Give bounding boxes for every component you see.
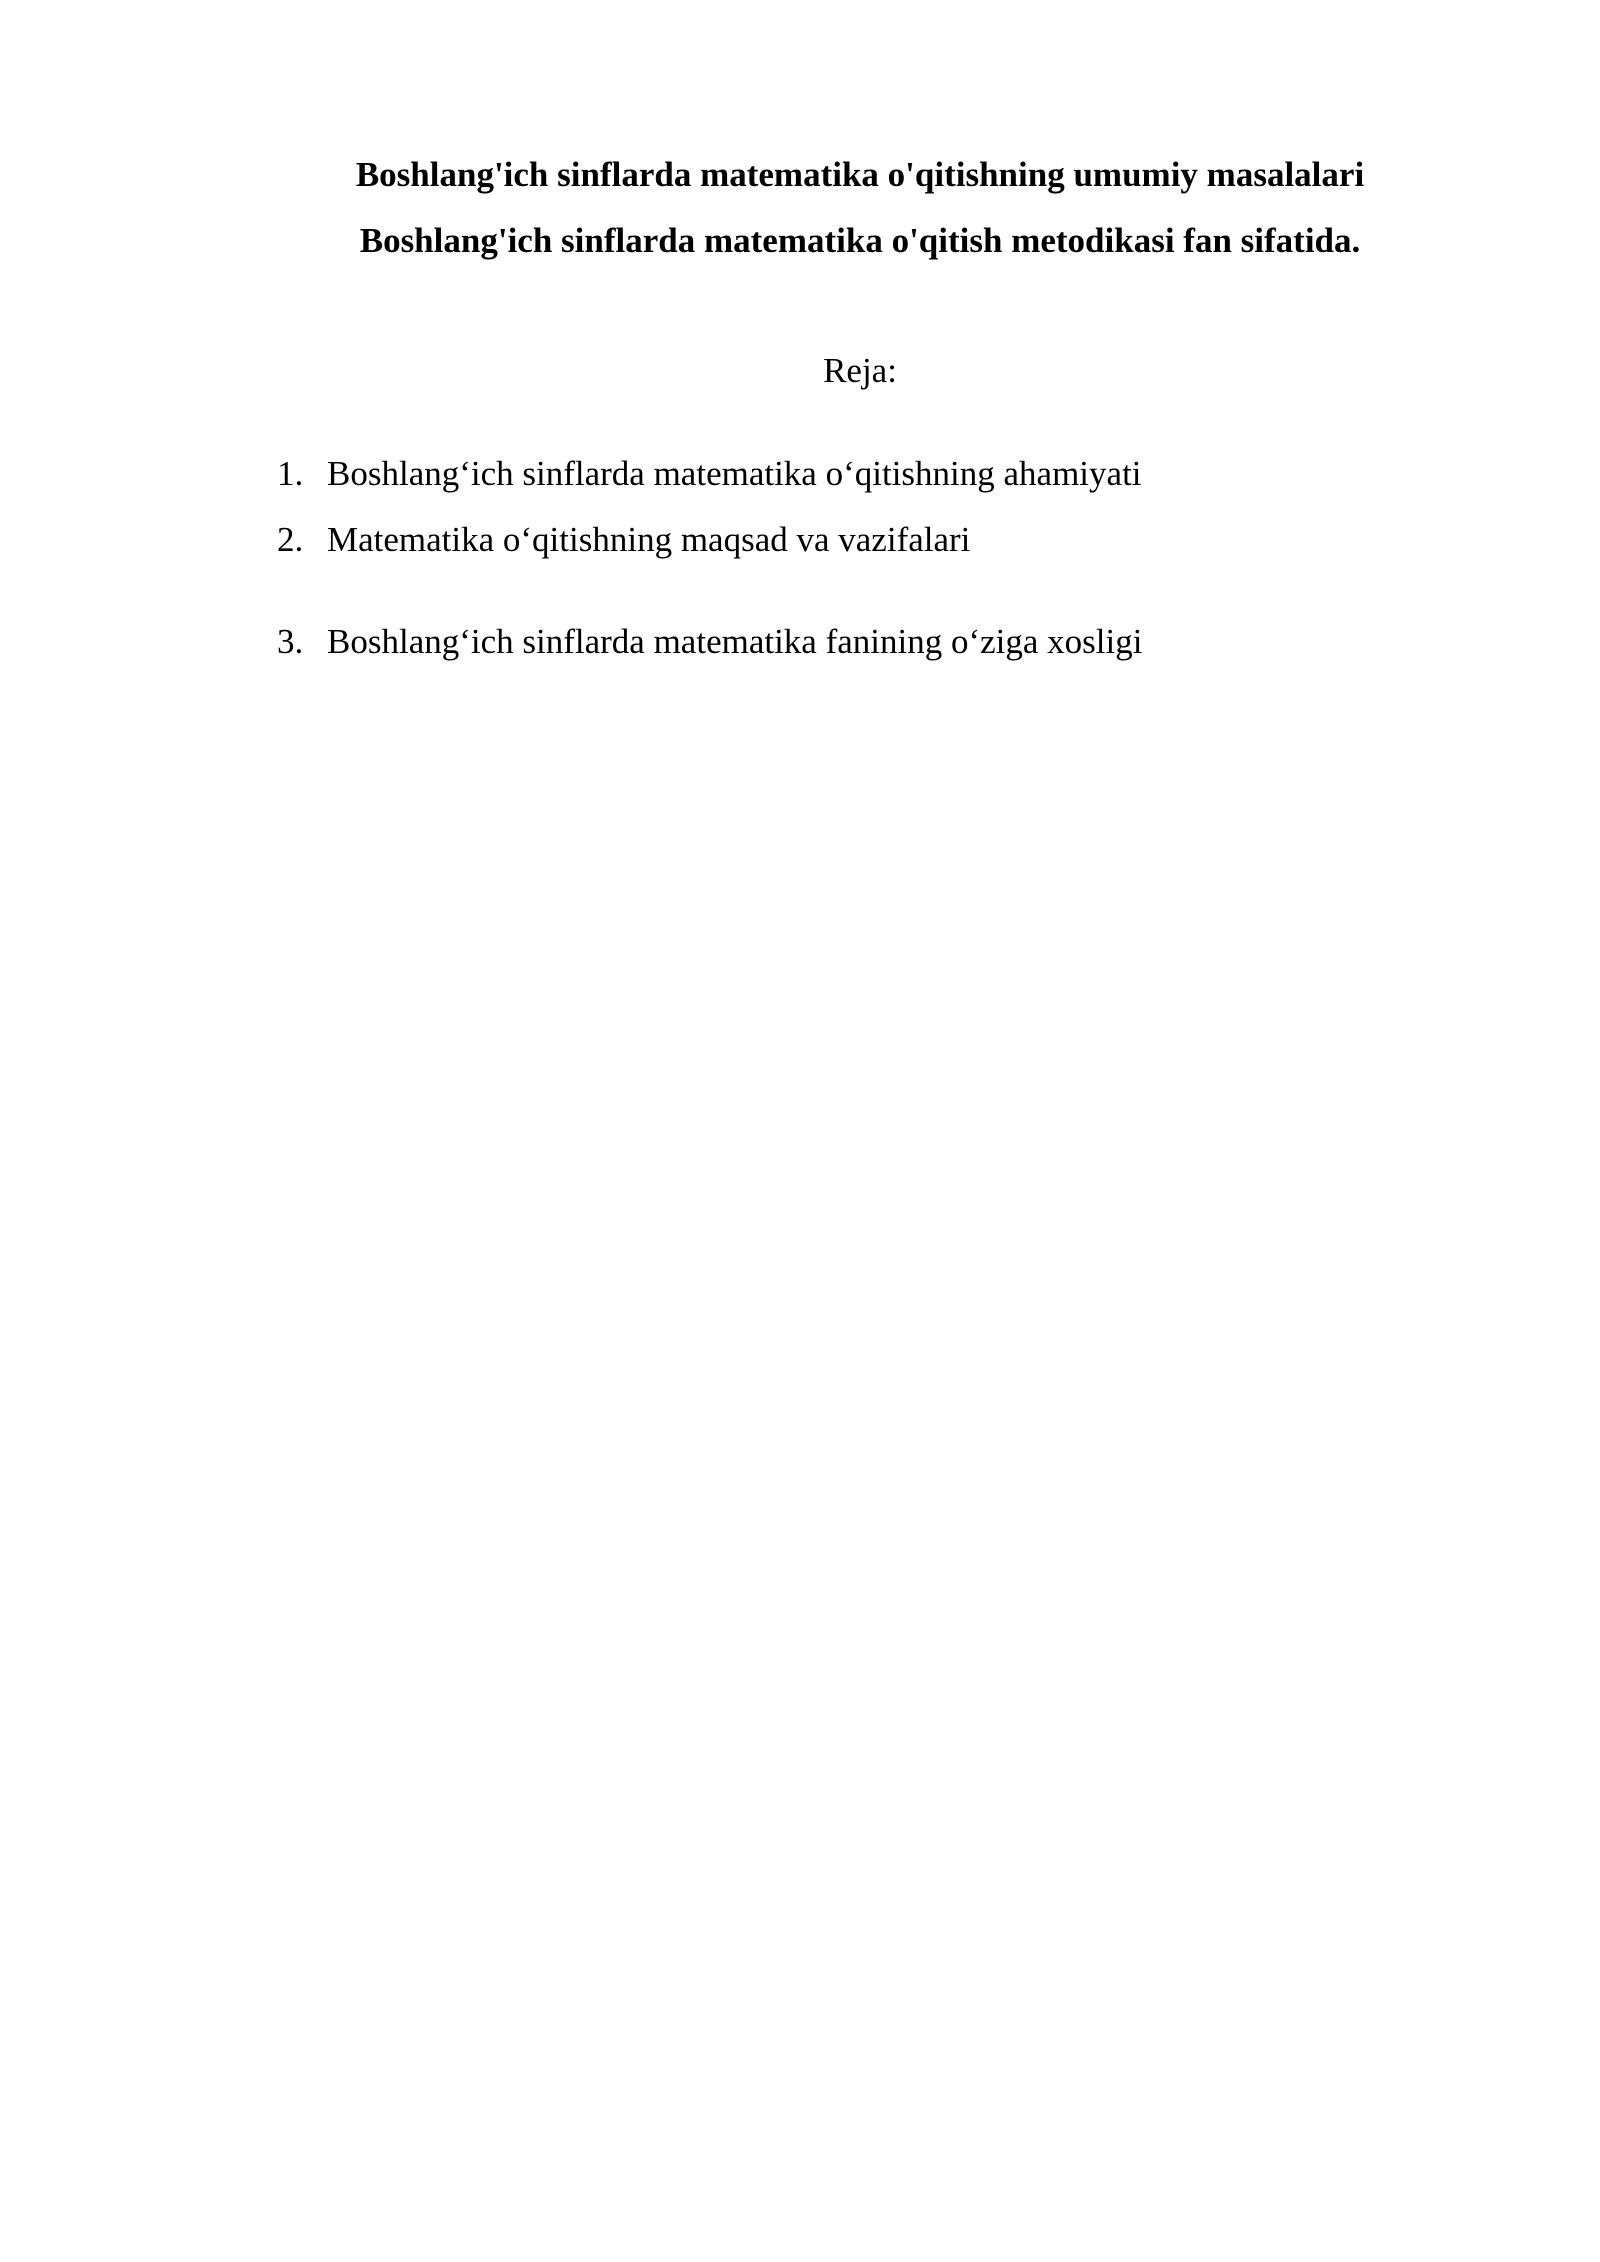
plan-item	[277, 452, 1142, 496]
document-title: Boshlang'ich sinflarda matematika o'qitishning umumiy masalalari	[355, 155, 1365, 194]
plan-item-number: 1.	[277, 454, 304, 493]
plan-item	[277, 620, 1142, 664]
document-subtitle: Boshlang'ich sinflarda matematika o'qitish metodikasi fan sifatida.	[359, 221, 1361, 260]
plan-item-text: Matematika o‘qitishning maqsad va vazifalari	[327, 520, 971, 559]
plan-heading: Reja:	[823, 351, 897, 390]
plan-item-number: 2.	[277, 520, 304, 559]
plan-item-text: Boshlang‘ich sinflarda matematika fanining o‘ziga xosligi	[327, 622, 1143, 661]
plan-item	[277, 518, 970, 562]
plan-item-number: 3.	[277, 622, 304, 661]
plan-item-text: Boshlang‘ich sinflarda matematika o‘qitishning ahamiyati	[327, 454, 1142, 493]
